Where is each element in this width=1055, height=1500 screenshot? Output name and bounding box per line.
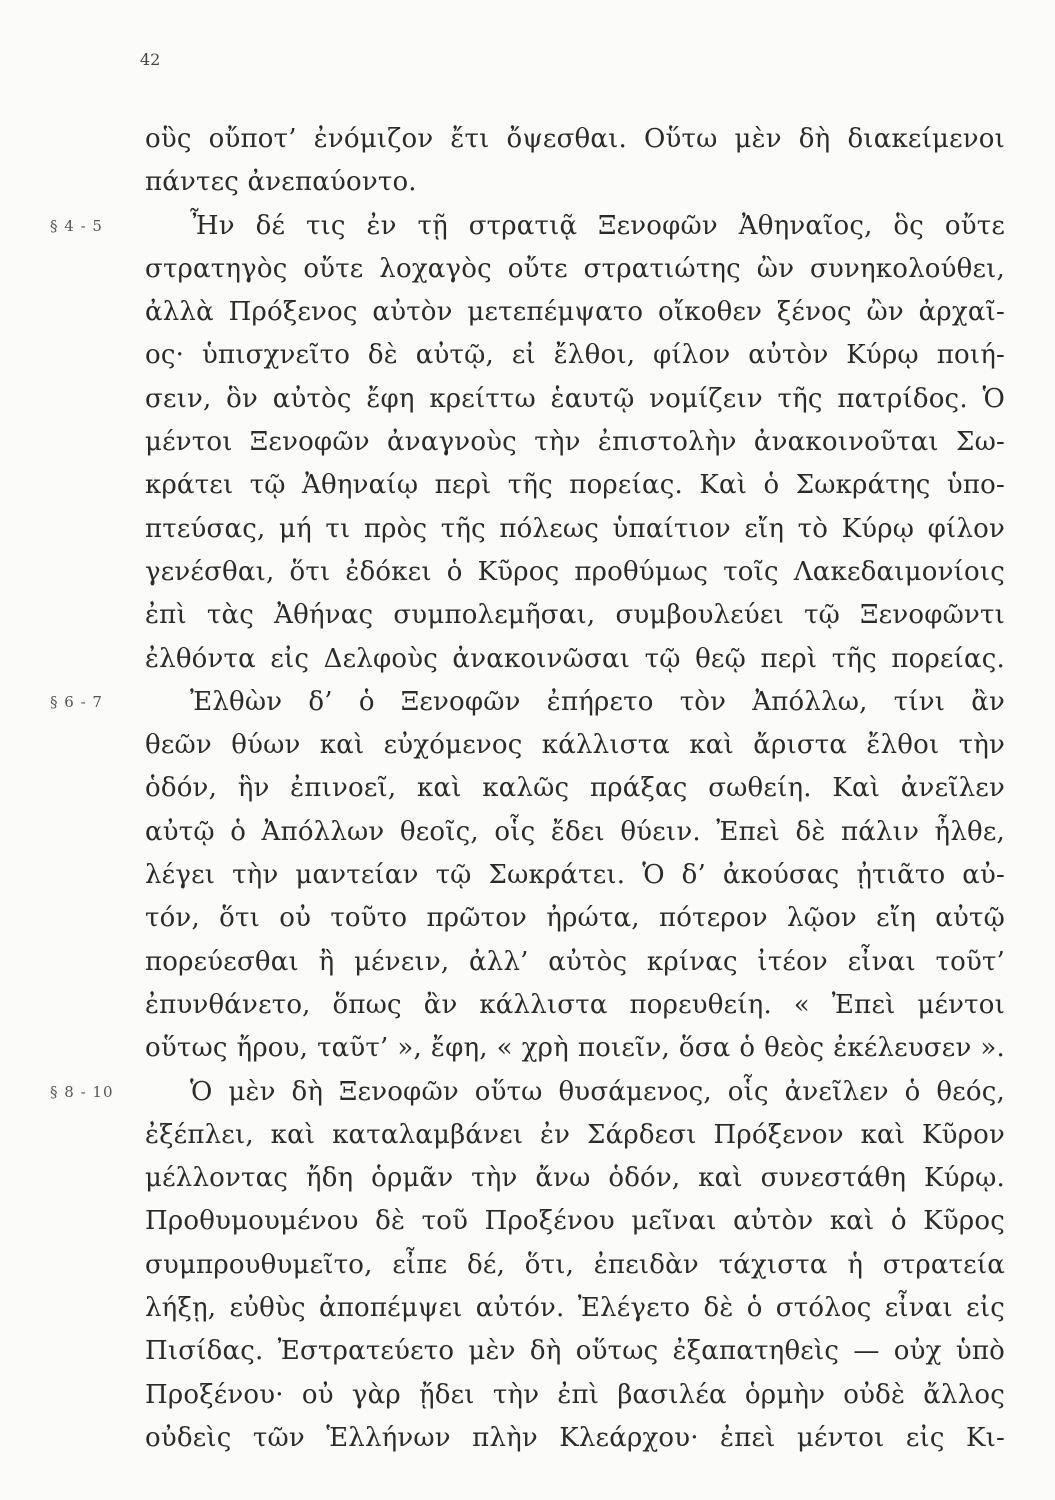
line-text: οὕτως ἤρου, ταῦτ’ », ἔφη, « χρὴ ποιεῖν, ὅσα ὁ θεὸς ἐκέλευσεν ». — [145, 1033, 1005, 1064]
line-text: λήξῃ, εὐθὺς ἀποπέμψει αὐτόν. Ἐλέγετο δὲ ὁ στόλος εἶναι εἰς — [145, 1293, 1005, 1324]
text-line — [0, 811, 1055, 854]
text-line — [0, 118, 1055, 161]
text-line — [0, 508, 1055, 551]
line-text: κράτει τῷ Ἀθηναίῳ περὶ τῆς πορείας. Καὶ ὁ Σωκράτης ὑπο- — [145, 470, 1005, 501]
line-text: ἐπὶ τὰς Ἀθήνας συμπολεμῆσαι, συμβουλεύει τῷ Ξενοφῶντι — [145, 600, 1005, 631]
text-line — [0, 464, 1055, 507]
line-text: Πισίδας. Ἐστρατεύετο μὲν δὴ οὕτως ἐξαπατηθεὶς — οὐχ ὑπὸ — [145, 1336, 1005, 1367]
line-text: Προξένου· οὐ γὰρ ᾔδει τὴν ἐπὶ βασιλέα ὁρμὴν οὐδὲ ἄλλος — [145, 1379, 1005, 1410]
line-text: οὐδεὶς τῶν Ἑλλήνων πλὴν Κλεάρχου· ἐπεὶ μέντοι εἰς Κι- — [145, 1422, 1005, 1453]
line-text: γενέσθαι, ὅτι ἐδόκει ὁ Κῦρος προθύμως τοῖς Λακεδαιμονίοις — [145, 556, 1005, 587]
text-line — [0, 161, 1055, 204]
line-text: Ἦν δέ τις ἐν τῇ στρατιᾷ Ξενοφῶν Ἀθηναῖος, ὃς οὔτε — [190, 210, 1005, 241]
line-text: πάντες ἀνεπαύοντο. — [145, 167, 417, 198]
text-line — [0, 1200, 1055, 1243]
text-line — [0, 1027, 1055, 1070]
line-text: λέγει τὴν μαντείαν τῷ Σωκράτει. Ὁ δ’ ἀκούσας ᾐτιᾶτο αὐ- — [145, 860, 1005, 891]
text-line — [0, 1374, 1055, 1417]
line-text: πορεύεσθαι ἢ μένειν, ἀλλ’ αὐτὸς κρίνας ἰτέον εἶναι τοῦτ’ — [145, 946, 1005, 977]
text-line — [0, 334, 1055, 377]
text-line — [0, 724, 1055, 767]
text-line — [0, 681, 1055, 724]
text-line — [0, 205, 1055, 248]
text-line — [0, 767, 1055, 810]
line-text: αὐτῷ ὁ Ἀπόλλων θεοῖς, οἷς ἔδει θύειν. Ἐπεὶ δὲ πάλιν ἦλθε, — [145, 816, 1005, 847]
text-line — [0, 1417, 1055, 1460]
line-text: στρατηγὸς οὔτε λοχαγὸς οὔτε στρατιώτης ὢν συνηκολούθει, — [145, 253, 1005, 284]
text-line — [0, 1287, 1055, 1330]
text-line — [0, 594, 1055, 637]
text-line — [0, 1114, 1055, 1157]
text-line — [0, 248, 1055, 291]
text-line — [0, 1157, 1055, 1200]
text-line — [0, 854, 1055, 897]
line-text: πτεύσας, μή τι πρὸς τῆς πόλεως ὑπαίτιον εἴη τὸ Κύρῳ φίλον — [145, 513, 1005, 544]
text-line — [0, 1244, 1055, 1287]
line-text: ος· ὑπισχνεῖτο δὲ αὐτῷ, εἰ ἔλθοι, φίλον αὐτὸν Κύρῳ ποιή- — [145, 340, 1005, 371]
line-text: θεῶν θύων καὶ εὐχόμενος κάλλιστα καὶ ἄριστα ἔλθοι τὴν — [145, 730, 1005, 761]
text-line — [0, 638, 1055, 681]
section-marker: § 8 - 10 — [50, 1082, 114, 1101]
page-number: 42 — [140, 50, 161, 69]
line-text: σειν, ὃν αὐτὸς ἔφη κρείττω ἑαυτῷ νομίζειν τῆς πατρίδος. Ὁ — [145, 383, 1005, 414]
line-text: Ἐλθὼν δ’ ὁ Ξενοφῶν ἐπήρετο τὸν Ἀπόλλω, τίνι ἂν — [190, 686, 1005, 717]
line-text: Προθυμουμένου δὲ τοῦ Προξένου μεῖναι αὐτὸν καὶ ὁ Κῦρος — [145, 1206, 1005, 1237]
line-text: ἐπυνθάνετο, ὅπως ἂν κάλλιστα πορευθείη. « Ἐπεὶ μέντοι — [145, 989, 1005, 1020]
line-text: οὓς οὔποτ’ ἐνόμιζον ἔτι ὄψεσθαι. Οὕτω μὲν δὴ διακείμενοι — [145, 124, 1005, 154]
line-text: ἐλθόντα εἰς Δελφοὺς ἀνακοινῶσαι τῷ θεῷ περὶ τῆς πορείας. — [145, 643, 1005, 674]
text-line — [0, 1330, 1055, 1373]
section-marker: § 4 - 5 — [50, 216, 103, 235]
text-line — [0, 941, 1055, 984]
text-body — [0, 118, 1055, 1460]
text-line — [0, 378, 1055, 421]
line-text: μέλλοντας ἤδη ὁρμᾶν τὴν ἄνω ὁδόν, καὶ συνεστάθη Κύρῳ. — [145, 1163, 1005, 1194]
text-line — [0, 1071, 1055, 1114]
line-text: συμπρουθυμεῖτο, εἶπε δέ, ὅτι, ἐπειδὰν τάχιστα ἡ στρατεία — [145, 1249, 1005, 1280]
line-text: Ὁ μὲν δὴ Ξενοφῶν οὕτω θυσάμενος, οἷς ἀνεῖλεν ὁ θεός, — [190, 1076, 1005, 1107]
line-text: ἀλλὰ Πρόξενος αὐτὸν μετεπέμψατο οἴκοθεν ξένος ὢν ἀρχαῖ- — [145, 297, 1005, 328]
line-text: ὁδόν, ἣν ἐπινοεῖ, καὶ καλῶς πράξας σωθείη. Καὶ ἀνεῖλεν — [145, 773, 1005, 804]
text-line — [0, 421, 1055, 464]
section-marker: § 6 - 7 — [50, 692, 103, 711]
text-line — [0, 984, 1055, 1027]
text-line — [0, 551, 1055, 594]
line-text: μέντοι Ξενοφῶν ἀναγνοὺς τὴν ἐπιστολὴν ἀνακοινοῦται Σω- — [145, 427, 1005, 458]
text-line — [0, 897, 1055, 940]
line-text: τόν, ὅτι οὐ τοῦτο πρῶτον ἠρώτα, πότερον λῷον εἴη αὐτῷ — [145, 903, 1005, 934]
line-text: ἐξέπλει, καὶ καταλαμβάνει ἐν Σάρδεσι Πρόξενον καὶ Κῦρον — [145, 1119, 1005, 1150]
text-line — [0, 291, 1055, 334]
